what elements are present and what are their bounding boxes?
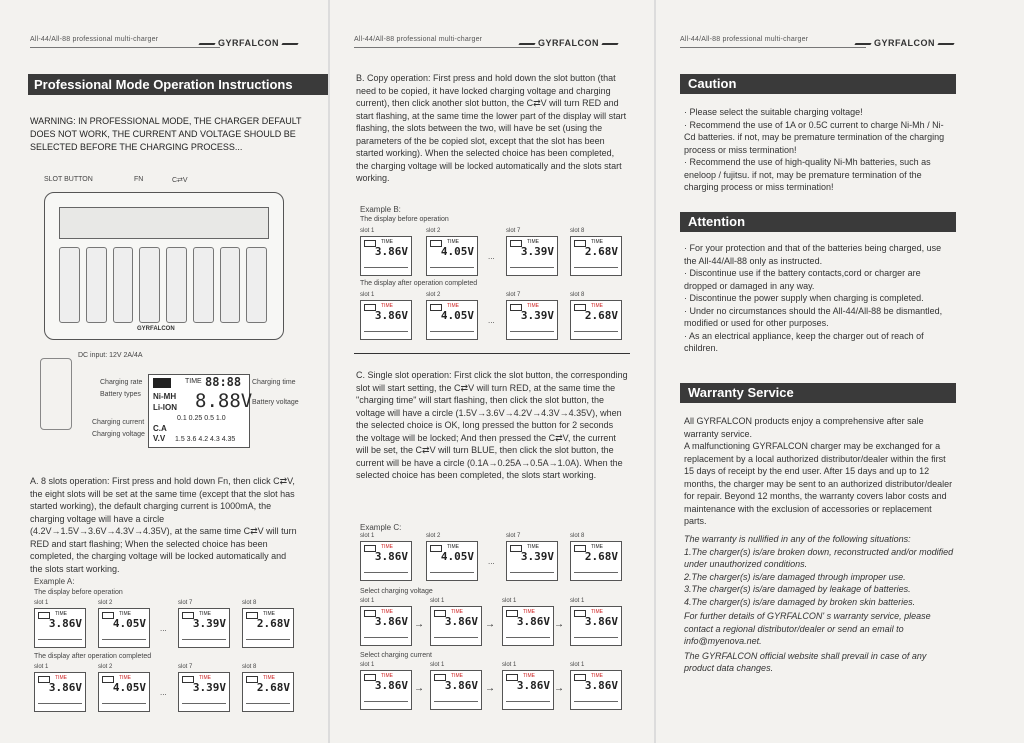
ellipsis: ... — [488, 316, 495, 325]
attention-item: · As an electrical appliance, keep the charger out of reach of children. — [684, 330, 924, 353]
select-voltage-label: Select charging voltage — [360, 588, 433, 595]
charger-slots — [59, 247, 267, 323]
slot-label: slot 8 — [570, 292, 585, 298]
section-b-text: B. Copy operation: First press and hold down the slot button (that need to be copied, it have locked charging voltage and charging current), then click another slot button, the C⇄V will turn RED and start flashing, at the same time the lower part of the display will start flashing, the slots between the two, will have be set (using the parameters of the be copied slot, except that the slot has been started working). When the selected choice has been completed, the charging voltage will be locked automatically and the slots start working. — [356, 73, 627, 183]
page-2 — [330, 0, 654, 743]
label-fn: FN — [134, 176, 144, 183]
warranty-title: Warranty Service — [680, 383, 956, 403]
slot-label: slot 2 — [426, 228, 441, 234]
after-label-a: The display after operation completed — [34, 653, 152, 660]
page-1 — [0, 0, 328, 743]
before-label-a: The display before operation — [34, 589, 123, 596]
arrow-icon: → — [414, 683, 424, 694]
after-label-b: The display after operation completed — [360, 280, 478, 287]
slot-label: slot 1 — [570, 662, 585, 668]
slot-label: slot 7 — [506, 292, 521, 298]
mini-lcd: TIME 2.68V — [242, 672, 294, 712]
slot-label: slot 7 — [506, 533, 521, 539]
example-c-title: Example C: — [360, 523, 402, 532]
label-charging-voltage: Charging voltage — [92, 431, 145, 438]
attention-item: · For your protection and that of the batteries being charged, use the All-44/All-88 only as instructed. — [684, 243, 942, 266]
label-charging-current: Charging current — [92, 419, 145, 426]
ellipsis: ... — [160, 624, 167, 633]
slot-label: slot 1 — [34, 600, 49, 606]
section-a-text: A. 8 slots operation: First press and hold down Fn, then click C⇄V, the eight slots will be set at the same time (except that the slot has started working), the default charging current is 1000mA, the charging voltage will have a circle (4.2V→1.5V→3.6V→4.3V→4.35V), at the same time C⇄V will turn RED and start flashing; When the selected choice has been completed, the charging voltage will be locked automatically and the slots start working. — [30, 476, 297, 574]
nullified-item: 4.The charger(s) is/are damaged by broken skin batteries. — [684, 596, 916, 607]
slot-label: slot 1 — [360, 533, 375, 539]
mini-lcd: TIME 4.05V — [98, 608, 150, 648]
lcd-ca: C.A — [153, 424, 167, 433]
caution-item: · Please select the suitable charging voltage! — [684, 107, 863, 117]
ellipsis: ... — [160, 688, 167, 697]
label-dc-input: DC input: 12V 2A/4A — [78, 352, 143, 359]
lcd-time-label: TIME — [185, 378, 202, 385]
attention-list — [684, 242, 954, 355]
lcd-currents: 0.1 0.25 0.5 1.0 — [177, 415, 226, 422]
nullified-title: The warranty is nullified in any of the following situations: — [684, 534, 911, 544]
example-a-title: Example A: — [34, 577, 75, 586]
slot-label: slot 1 — [360, 662, 375, 668]
mini-lcd: TIME 3.86V — [430, 606, 482, 646]
nullified-section — [684, 533, 954, 675]
before-label-b: The display before operation — [360, 216, 449, 223]
arrow-icon: → — [414, 619, 424, 630]
header-rule-2 — [354, 47, 540, 48]
ellipsis: ... — [488, 252, 495, 261]
mini-lcd: TIME 3.86V — [430, 670, 482, 710]
slot-label: slot 1 — [360, 292, 375, 298]
ellipsis: ... — [488, 557, 495, 566]
label-charging-time: Charging time — [252, 379, 296, 386]
attention-item: · Under no circumstances should the All-44/All-88 be dismantled, modified or used for other purposes. — [684, 305, 943, 328]
slot-label: slot 8 — [570, 228, 585, 234]
slot-label: slot 8 — [570, 533, 585, 539]
mini-lcd: TIME 3.86V — [360, 541, 412, 581]
label-slot-button: SLOT BUTTON — [44, 176, 93, 183]
lcd-liion: Li-ION — [153, 403, 177, 412]
slot-label: slot 2 — [426, 533, 441, 539]
mini-lcd: TIME 3.86V — [570, 606, 622, 646]
slot-label: slot 2 — [98, 600, 113, 606]
mini-lcd: TIME 3.86V — [34, 672, 86, 712]
mini-lcd: TIME 3.39V — [506, 236, 558, 276]
page-title: Professional Mode Operation Instructions — [28, 74, 328, 95]
caution-title: Caution — [680, 74, 956, 94]
lcd-nimh: Ni-MH — [153, 392, 177, 401]
slot-label: slot 1 — [430, 662, 445, 668]
slot-label: slot 1 — [360, 228, 375, 234]
slot-label: slot 8 — [242, 664, 257, 670]
mini-lcd: TIME 2.68V — [570, 300, 622, 340]
mini-lcd: TIME 3.86V — [360, 606, 412, 646]
label-cv: C⇄V — [172, 177, 188, 184]
caution-list — [684, 106, 954, 194]
slot-label: slot 2 — [426, 292, 441, 298]
mini-lcd: TIME 4.05V — [98, 672, 150, 712]
official-website-note: The GYRFALCON official website shall prevail in case of any product data changes. — [684, 650, 927, 673]
slot-label: slot 1 — [502, 662, 517, 668]
nullified-item: 1.The charger(s) is/are broken down, reconstructed and/or modified under unauthorized conditions. — [684, 546, 954, 569]
charger-illustration — [44, 192, 284, 340]
charger-brand-plate: GYRFALCON — [137, 326, 175, 332]
slot-label: slot 1 — [570, 598, 585, 604]
lcd-voltage: 8.88V — [195, 390, 253, 412]
section-divider — [354, 353, 630, 354]
mini-lcd: TIME 4.05V — [426, 236, 478, 276]
mini-lcd: TIME 3.39V — [506, 300, 558, 340]
mini-lcd: TIME 3.86V — [360, 236, 412, 276]
brand-logo: GYRFALCON — [196, 38, 301, 48]
slot-label: slot 8 — [242, 600, 257, 606]
mini-lcd: TIME 3.86V — [360, 300, 412, 340]
mini-lcd: TIME 3.39V — [178, 608, 230, 648]
mini-lcd: TIME 2.68V — [570, 236, 622, 276]
attention-item: · Discontinue use if the battery contacts,cord or charger are dropped or damaged in any way. — [684, 268, 921, 291]
caution-item: · Recommend the use of 1A or 0.5C current to charge Ni-Mh / Ni-Cd batteries. if not, may be premature termination of the charging process or miss termination! — [684, 119, 945, 155]
slot-label: slot 7 — [178, 600, 193, 606]
lcd-voltages: 1.5 3.6 4.2 4.3 4.35 — [175, 436, 236, 443]
mini-lcd: TIME 3.86V — [502, 606, 554, 646]
warranty-text: All GYRFALCON products enjoy a comprehensive after sale warranty service. A malfunctioning GYRFALCON charger may be exchanged for a replacement by a local authorized distributor/dealer within the first 15 days of receipt by the end user. After 15 days and up to 12 months, the charger may be sent to an authorized distributor/dealer for repair. Beyond 12 months, the warranty covers labor costs and maintenance with the exclusion of accessories or replacement parts. — [684, 416, 953, 526]
brand-logo-3: GYRFALCON — [852, 38, 957, 48]
slot-label: slot 1 — [360, 598, 375, 604]
label-battery-types: Battery types — [100, 391, 141, 398]
arrow-icon: → — [485, 683, 495, 694]
header-rule — [30, 47, 220, 48]
mini-lcd: TIME 3.86V — [34, 608, 86, 648]
header-model-3: All-44/All-88 professional multi-charger — [680, 36, 809, 43]
lcd-vv: V.V — [153, 434, 166, 443]
further-details: For further details of GYRFALCON' s warranty service, please contact a regional distributor/dealer or send an email to info@myenova.net. — [684, 611, 931, 646]
example-b-title: Example B: — [360, 205, 401, 214]
mini-lcd: TIME 3.39V — [506, 541, 558, 581]
arrow-icon: → — [554, 619, 564, 630]
slot-label: slot 1 — [34, 664, 49, 670]
arrow-icon: → — [485, 619, 495, 630]
mini-lcd: TIME 2.68V — [570, 541, 622, 581]
slot-label: slot 1 — [502, 598, 517, 604]
nullified-item: 3.The charger(s) is/are damaged by leakage of batteries. — [684, 584, 911, 594]
charger-display-strip — [59, 207, 269, 239]
lcd-time-digits: 88:88 — [205, 375, 242, 389]
arrow-icon: → — [554, 683, 564, 694]
brand-logo-2: GYRFALCON — [516, 38, 621, 48]
attention-title: Attention — [680, 212, 956, 232]
slot-label: slot 2 — [98, 664, 113, 670]
mini-lcd: TIME 3.86V — [570, 670, 622, 710]
lcd-detail — [148, 374, 253, 448]
slot-label: slot 1 — [430, 598, 445, 604]
mini-lcd: TIME 3.86V — [502, 670, 554, 710]
mini-lcd: TIME 3.39V — [178, 672, 230, 712]
header-model-2: All-44/All-88 professional multi-charger — [354, 36, 483, 43]
caution-item: · Recommend the use of high-quality Ni-Mh batteries, such as eneloop / fujitsu. if not, may be premature termination of the charging process or miss termination! — [684, 157, 931, 192]
mini-lcd: TIME 2.68V — [242, 608, 294, 648]
mini-lcd: TIME 4.05V — [426, 541, 478, 581]
charger-side-view — [40, 358, 72, 430]
label-battery-voltage: Battery voltage — [252, 399, 299, 406]
section-c-text: C. Single slot operation: First click the slot button, the corresponding slot will start setting, the C⇄V will turn RED, at the same time the "charging time" will start flashing, then click the slot button, the voltage will have a circle (1.5V→3.6V→4.2V→4.3V→4.35V), when the selected choice is OK, long pressed the button for 2 seconds the voltage will be locked; And then pressed the C⇄V, the current will be set, the C⇄V will turn BLUE, then click the slot button, the current will be have a circle (0.1A→0.25A→0.5A→1.0A). When the selected choice has been completed, the slots start working. — [356, 370, 628, 480]
label-charging-rate: Charging rate — [100, 379, 143, 386]
warning-text: WARNING: IN PROFESSIONAL MODE, THE CHARGER DEFAULT DOES NOT WORK, THE CURRENT AND VOLTAGE SHOULD BE SELECTED BEFORE THE CHARGING PROCESS... — [30, 116, 302, 152]
slot-label: slot 7 — [178, 664, 193, 670]
header-rule-3 — [680, 47, 866, 48]
select-current-label: Select charging current — [360, 652, 432, 659]
mini-lcd: TIME 3.86V — [360, 670, 412, 710]
nullified-item: 2.The charger(s) is/are damaged through improper use. — [684, 571, 906, 582]
slot-label: slot 7 — [506, 228, 521, 234]
header-model: All-44/All-88 professional multi-charger — [30, 36, 159, 43]
mini-lcd: TIME 4.05V — [426, 300, 478, 340]
battery-icon — [153, 378, 171, 388]
attention-item: · Discontinue the power supply when charging is completed. — [684, 293, 924, 303]
